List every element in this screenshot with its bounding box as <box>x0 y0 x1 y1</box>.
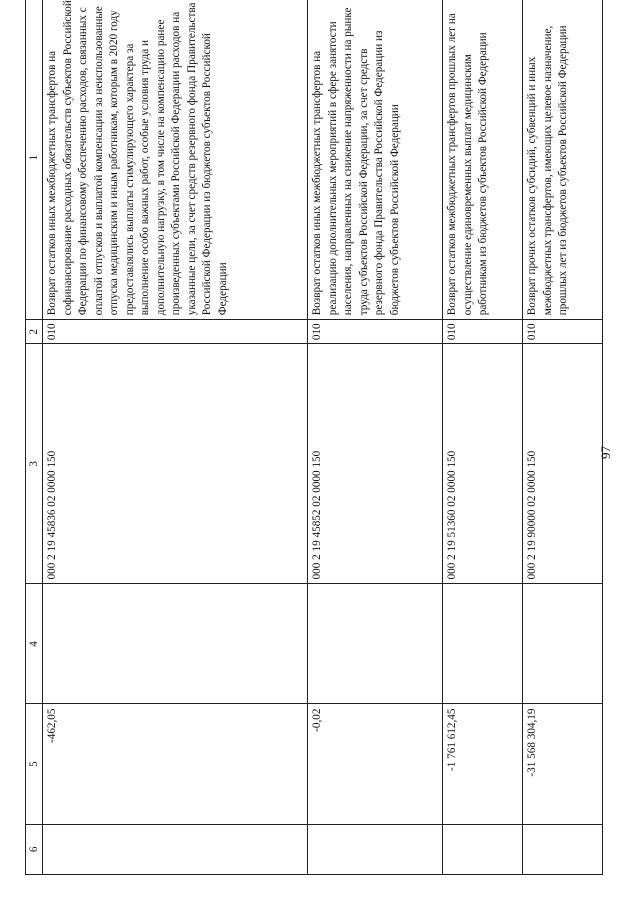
table-row <box>308 0 443 875</box>
admin-code-cell: 010 <box>43 320 308 344</box>
table-row <box>443 0 523 875</box>
header-col5: 5 <box>26 704 43 824</box>
amount-cell: -462,05 <box>43 704 308 824</box>
description-cell: Возврат остатков межбюджетных трансфертов прошлых лет на осуществление единовременных выплат медицинским работникам из бюджетов субъектов Российской Федерации <box>443 0 523 320</box>
table-row <box>43 0 308 875</box>
header-col4: 4 <box>26 584 43 704</box>
amount-cell: -0,02 <box>308 704 443 824</box>
header-row <box>26 0 43 875</box>
admin-code-cell: 010 <box>523 320 603 344</box>
description-cell: Возврат остатков иных межбюджетных трансфертов на реализацию дополнительных мероприятий в сфере занятости населения, направленных на снижение напряженности на рынке труда субъектов Российской Федерации, за счет средств резервного фонда Правительства Российской Федерации из бюджетов субъектов Российской Федерации <box>308 0 443 320</box>
admin-code-cell: 010 <box>308 320 443 344</box>
cell-col4 <box>43 584 308 704</box>
budget-code-cell: 000 2 19 51360 02 0000 150 <box>443 344 523 584</box>
budget-code-cell: 000 2 19 45852 02 0000 150 <box>308 344 443 584</box>
cell-col6 <box>443 824 523 874</box>
cell-col4 <box>523 584 603 704</box>
description-cell: Возврат прочих остатков субсидий, субвенций и иных межбюджетных трансфертов, имеющих целевое назначение, прошлых лет из бюджетов субъектов Российской Федерации <box>523 0 603 320</box>
description-cell: Возврат остатков иных межбюджетных трансфертов на софинансирование расходных обязательств субъектов Российской Федерации по финансовому обеспечению расходов, связанных с оплатой отпусков и выплатой компенсации за неиспользованные отпуска медицинским и иным работникам, которым в 2020 году предоставлялись выплаты стимулирующего характера за выполнение особо важных работ, особые условия труда и дополнительную нагрузку, в том числе на компенсацию ранее произведенных субъектами Российской Федерации расходов на указанные цели, за счет средств резервного фонда Правительства Российской Федерации из бюджетов субъектов Российской Федерации <box>43 0 308 320</box>
cell-col6 <box>43 824 308 874</box>
header-col2: 2 <box>26 320 43 344</box>
admin-code-cell: 010 <box>443 320 523 344</box>
amount-cell: -1 761 612,45 <box>443 704 523 824</box>
budget-code-cell: 000 2 19 45836 02 0000 150 <box>43 344 308 584</box>
budget-code-cell: 000 2 19 90000 02 0000 150 <box>523 344 603 584</box>
table-row <box>523 0 603 875</box>
cell-col6 <box>523 824 603 874</box>
header-col1: 1 <box>26 0 43 320</box>
page-number: 97 <box>598 446 613 459</box>
cell-col4 <box>443 584 523 704</box>
header-col3: 3 <box>26 344 43 584</box>
budget-table <box>25 0 603 875</box>
header-col6: 6 <box>26 824 43 874</box>
amount-cell: -31 568 304,19 <box>523 704 603 824</box>
cell-col4 <box>308 584 443 704</box>
cell-col6 <box>308 824 443 874</box>
